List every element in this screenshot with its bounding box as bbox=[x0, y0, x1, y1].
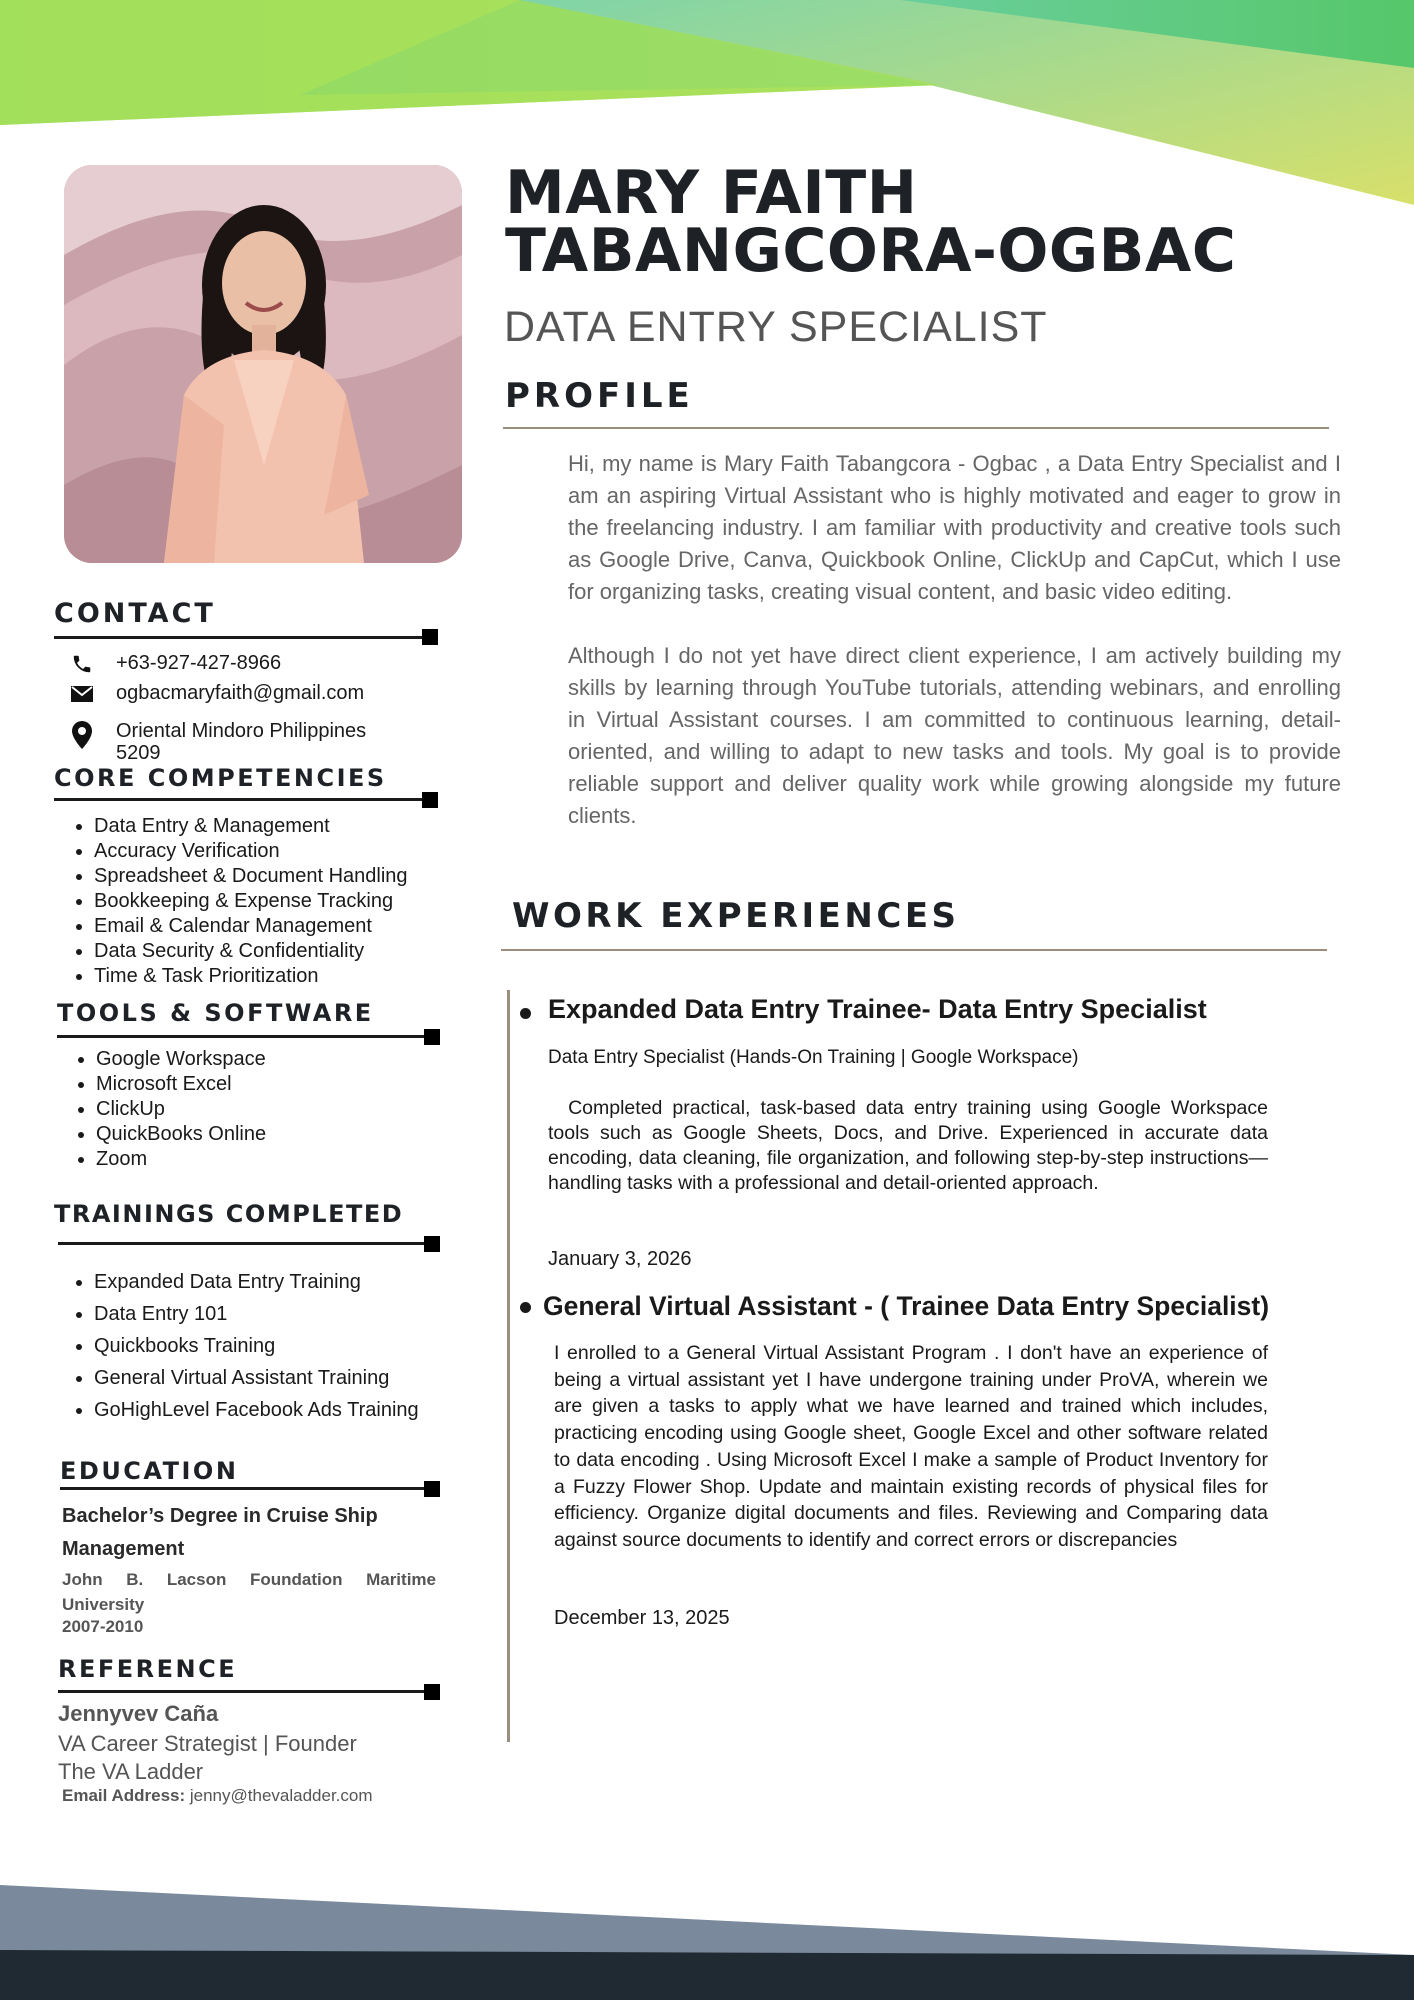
training-item: • General Virtual Assistant Training bbox=[94, 1362, 424, 1394]
reference-email-label: Email Address: bbox=[62, 1786, 186, 1805]
education-years: 2007-2010 bbox=[62, 1617, 144, 1636]
competency-item: • Data Entry & Management bbox=[94, 814, 408, 839]
tools-rule-end bbox=[424, 1029, 440, 1045]
competency-item: • Bookkeeping & Expense Tracking bbox=[94, 889, 408, 914]
phone-icon bbox=[70, 652, 94, 676]
contact-email[interactable]: ogbacmaryfaith@gmail.com bbox=[116, 682, 365, 704]
job-1-date: January 3, 2026 bbox=[548, 1248, 692, 1270]
competencies-heading: CORE COMPETENCIES bbox=[54, 764, 387, 792]
location-pin-icon bbox=[70, 720, 94, 750]
profile-paragraph-2: Although I do not yet have direct client experience, I am actively building my skills by learning through YouTube tutorials, attending webinars, and enrolling in Virtual Assistant courses. I am committed to continuous learning, detail-oriented, and willing to adapt to new tasks and tools. My goal is to provide reliable support and deliver quality work while growing alongside my future clients. bbox=[568, 643, 1341, 828]
trainings-rule-end bbox=[424, 1236, 440, 1252]
job-2-date: December 13, 2025 bbox=[554, 1607, 730, 1629]
competency-item: • Time & Task Prioritization bbox=[94, 964, 408, 989]
tool-item: • ClickUp bbox=[96, 1097, 266, 1122]
tools-rule bbox=[57, 1035, 434, 1038]
work-rule bbox=[501, 949, 1327, 951]
trainings-heading: TRAININGS COMPLETED bbox=[54, 1200, 404, 1228]
contact-rule-end bbox=[422, 629, 438, 645]
contact-address-row bbox=[70, 720, 366, 764]
tool-item: • Google Workspace bbox=[96, 1047, 266, 1072]
competencies-rule-end bbox=[422, 792, 438, 808]
reference-name: Jennyvev Caña bbox=[58, 1701, 219, 1726]
competency-item: • Accuracy Verification bbox=[94, 839, 408, 864]
contact-rule bbox=[54, 636, 434, 639]
candidate-name bbox=[505, 158, 1237, 286]
reference-email[interactable]: jenny@thevaladder.com bbox=[189, 1786, 373, 1805]
reference-role-line-1: VA Career Strategist | Founder bbox=[58, 1731, 357, 1756]
reference-heading: REFERENCE bbox=[58, 1655, 238, 1683]
work-heading: WORK EXPERIENCES bbox=[512, 896, 960, 936]
tools-heading: TOOLS & SOFTWARE bbox=[57, 999, 374, 1027]
contact-email-row bbox=[70, 682, 364, 706]
competencies-rule bbox=[54, 798, 434, 801]
reference-email-row bbox=[62, 1786, 373, 1806]
job-2-bullet bbox=[520, 1302, 531, 1313]
name-line-2: TABANGCORA-OGBAC bbox=[505, 216, 1237, 286]
job-title-heading: DATA ENTRY SPECIALIST bbox=[504, 303, 1048, 351]
envelope-icon bbox=[70, 682, 94, 706]
name-line-1: MARY FAITH bbox=[505, 158, 918, 228]
education-rule-end bbox=[424, 1481, 440, 1497]
tool-item: • Zoom bbox=[96, 1147, 266, 1172]
tool-item: • QuickBooks Online bbox=[96, 1122, 266, 1147]
timeline-line bbox=[507, 990, 510, 1742]
reference-rule-end bbox=[424, 1684, 440, 1700]
education-school: John B. Lacson Foundation Maritime University bbox=[62, 1570, 436, 1614]
education-heading: EDUCATION bbox=[60, 1457, 239, 1485]
job-1-title: Expanded Data Entry Trainee- Data Entry Specialist bbox=[548, 994, 1207, 1024]
contact-address bbox=[116, 720, 366, 764]
competency-item: • Spreadsheet & Document Handling bbox=[94, 864, 408, 889]
job-1-bullet bbox=[520, 1008, 531, 1019]
competency-item: • Email & Calendar Management bbox=[94, 914, 408, 939]
job-1-description: Completed practical, task-based data entry training using Google Workspace tools such as Google Sheets, Docs, and Drive. Experienced in accurate data encoding, data cleaning, file organization, and following step-by-step instructions—handling tasks with a professional and detail-oriented approach. bbox=[548, 1097, 1274, 1194]
tool-item: • Microsoft Excel bbox=[96, 1072, 266, 1097]
profile-rule bbox=[503, 427, 1329, 429]
contact-phone[interactable]: +63-927-427-8966 bbox=[116, 652, 282, 674]
contact-phone-row bbox=[70, 652, 281, 676]
education-rule bbox=[60, 1487, 436, 1490]
education-degree: Bachelor’s Degree in Cruise Ship Management bbox=[62, 1505, 378, 1560]
profile-photo bbox=[64, 165, 462, 563]
training-item: • GoHighLevel Facebook Ads Training bbox=[94, 1394, 424, 1426]
reference-rule bbox=[58, 1690, 436, 1693]
job-2-title: General Virtual Assistant - ( Trainee Data Entry Specialist) bbox=[543, 1291, 1270, 1321]
job-2-description: I enrolled to a General Virtual Assistant Program . I don't have an experience of being a virtual assistant yet I have undergone training under ProVA, wherein we are given a tasks to apply what we have learned and trained which includes, practicing encoding using Google sheet, Google Excel and other software related to data encoding . Using Microsoft Excel I make a sample of Product Inventory for a Fuzzy Flower Shop. Update and maintain existing records of physical files for efficiency. Organize digital documents and files. Reviewing and Comparing data against source documents to identify and correct errors or discrepancies bbox=[554, 1342, 1268, 1551]
job-1-subtitle: Data Entry Specialist (Hands-On Training | Google Workspace) bbox=[548, 1047, 1079, 1068]
trainings-list bbox=[54, 1266, 424, 1426]
trainings-rule bbox=[58, 1242, 436, 1245]
profile-heading: PROFILE bbox=[505, 376, 694, 416]
profile-paragraph-1: Hi, my name is Mary Faith Tabangcora - Ogbac , a Data Entry Specialist and I am an aspiring Virtual Assistant who is highly motivated and eager to grow in the freelancing industry. I am familiar with productivity and creative tools such as Google Drive, Canva, Quickbook Online, ClickUp and CapCut, which I use for organizing tasks, creating visual content, and basic video editing. bbox=[568, 451, 1341, 604]
training-item: • Expanded Data Entry Training bbox=[94, 1266, 424, 1298]
tools-list bbox=[56, 1047, 266, 1172]
address-line-1: Oriental Mindoro Philippines bbox=[116, 720, 367, 742]
competencies-list bbox=[54, 814, 408, 989]
reference-role bbox=[58, 1730, 398, 1786]
contact-heading: CONTACT bbox=[54, 598, 216, 629]
competency-item: • Data Security & Confidentiality bbox=[94, 939, 408, 964]
address-line-2: 5209 bbox=[116, 742, 161, 764]
training-item: • Quickbooks Training bbox=[94, 1330, 424, 1362]
reference-role-line-2: The VA Ladder bbox=[58, 1759, 204, 1784]
training-item: • Data Entry 101 bbox=[94, 1298, 424, 1330]
footer-decoration bbox=[0, 1880, 1414, 2000]
